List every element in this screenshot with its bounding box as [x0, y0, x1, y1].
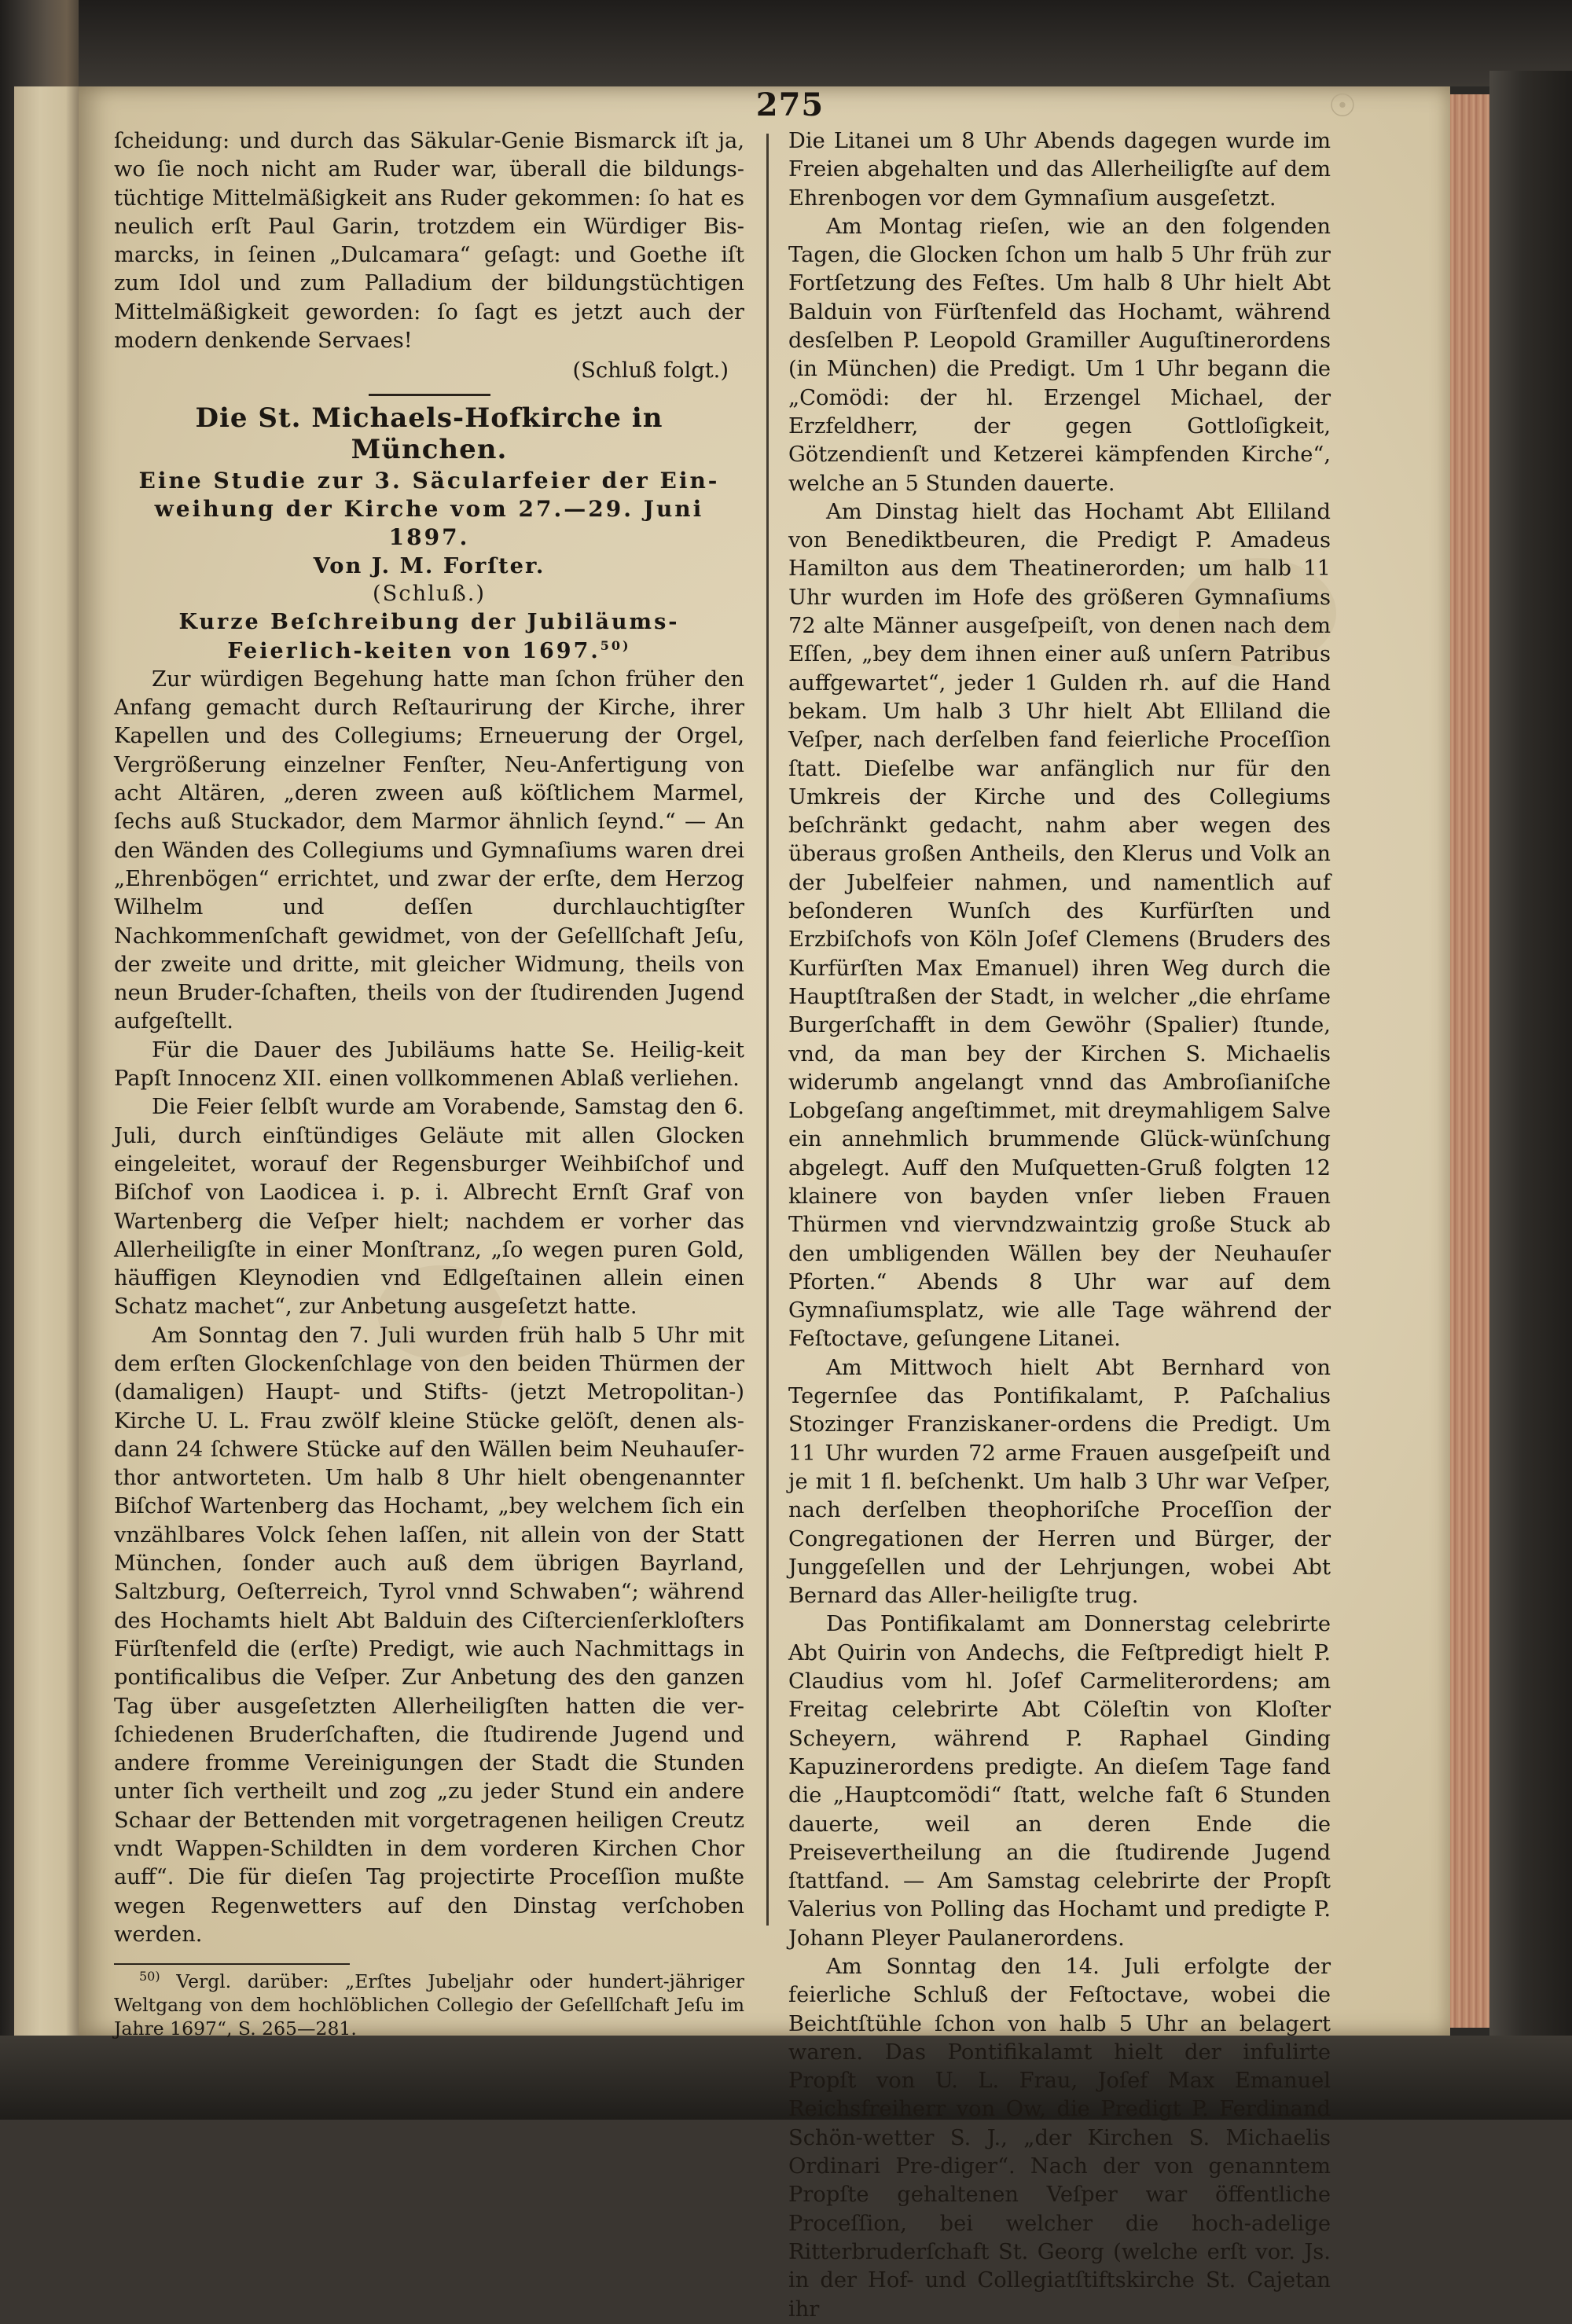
footnote-reference: 50) — [600, 637, 631, 653]
section-heading — [114, 608, 744, 666]
left-column — [114, 127, 744, 2040]
scan-background-bottom — [0, 2036, 1572, 2120]
body-paragraph: Zur würdigen Begehung hatte man ſchon früher den Anfang gemacht durch Reſtaurirung der Kirche, ihrer Kapellen und des Collegiums; Erneuerung der Orgel, Vergrößerung einzelner Fenſter, Neu-Anfertigung von acht Altären, „deren zween auß köſtlichem Marmel, ſechs auß Stuckador, dem Marmor ähnlich ſeynd.“ — An den Wänden des Collegiums und Gymnaſiums waren drei „Ehrenbögen“ errichtet, und zwar der erſte, dem Herzog Wilhelm und deſſen durchlauchtigſter Nachkommenſchaft gewidmet, von der Geſellſchaft Jeſu, der zweite und dritte, mit gleicher Widmung, theils von neun Bruder-ſchaften, theils von der ſtudirenden Jugend aufgeſtellt. — [114, 666, 744, 1034]
book-fore-edge — [1450, 94, 1489, 2028]
article-title: Die St. Michaels-Hofkirche in München. — [195, 402, 663, 465]
corner-mark-icon: ☉ — [1328, 88, 1357, 124]
body-paragraph: Am Sonntag den 7. Juli wurden früh halb 5 Uhr mit dem erſten Glockenſchlage von den beiden Thürmen der (damaligen) Haupt- und Stifts- (jetzt Metropolitan-) Kirche U. L. Frau zwölf kleine Stücke gelöſt, denen als-dann 24 ſchwere Stücke auf den Wällen beim Neuhauſer-thor antworteten. Um halb 8 Uhr hielt obengenannter Biſchof Wartenberg das Hochamt, „bey welchem ſich ein vnzählbares Volck ſehen laſſen, nit allein von der Statt München, ſonder auch auß dem übrigen Bayrland, Saltzburg, Oeſterreich, Tyrol vnnd Schwaben“; während des Hochamts hielt Abt Balduin des Ciſtercienſerkloſters Fürſtenfeld die (erſte) Predigt, wie auch Nachmittags in pontificalibus die Veſper. Zur Anbetung des den ganzen Tag über ausgeſetzten Allerheiligſten hatten die ver-ſchiedenen Bruderſchaften, die ſtudirende Jugend und andere fromme Vereinigungen der Stadt die Stunden unter ſich vertheilt und zog „zu jeder Stund ein andere Schaar der Bettenden mit vorgetragenen heiligen Creutz vndt Wappen-Schildten in dem vorderen Kirchen Chor auff“. Die für dieſen Tag projectirte Proceſſion mußte wegen Regenwetters auf den Dinstag verſchoben werden. — [114, 1323, 744, 1947]
title-separator-rule — [369, 394, 490, 396]
article-subtitle: Eine Studie zur 3. Säcularfeier der Ein-weihung der Kirche vom 27.—29. Juni 1897. — [138, 467, 720, 550]
to-be-continued-note: (Schluß folgt.) — [572, 358, 729, 384]
book-cover-right — [1489, 71, 1572, 2067]
body-paragraph: Am Mittwoch hielt Abt Bernhard von Tegernſee das Pontifikalamt, P. Paſchalius Stozinger Franziskaner-ordens die Predigt. Um 11 Uhr wurden 72 arme Frauen ausgeſpeiſt und je mit 1 fl. beſchenkt. Um halb 3 Uhr war Veſper, nach derſelben theophoriſche Proceſſion der Congregationen der Herren und Bürger, der Junggeſellen und der Lehrjungen, wobei Abt Bernard das Aller-heiligſte trug. — [788, 1355, 1331, 1609]
column-divider — [766, 134, 769, 1926]
article-part-label: (Schluß.) — [372, 581, 487, 606]
footnote — [114, 1970, 744, 2040]
body-paragraph: Das Pontifikalamt am Donnerstag celebrirte Abt Quirin von Andechs, die Feſtpredigt hielt P. Claudius vom hl. Joſef Carmeliterordens; am Freitag celebrirte Abt Cöleſtin von Kloſter Scheyern, während P. Raphael Ginding Kapuzinerordens predigte. An dieſem Tage fand die „Hauptcomödi“ ſtatt, welche faſt 6 Stunden dauerte, weil an deren Ende die Preisevertheilung an die ſtudirende Jugend ſtattfand. — Am Samstag celebrirte der Propſt Valerius von Polling das Hochamt und predigte P. Johann Pleyer Paulanerordens. — [788, 1612, 1331, 1951]
right-column — [788, 127, 1331, 2324]
footnote-text: Vergl. darüber: „Erſtes Jubeljahr oder hundert-jähriger Weltgang von dem hochlöblichen Collegio der Geſellſchaft Jeſu im Jahre 1697“, S. 265—281. — [114, 1970, 744, 2040]
body-paragraph: Die Feier ſelbſt wurde am Vorabende, Samstag den 6. Juli, durch einſtündiges Geläute mit allen Glocken eingeleitet, worauf der Regensburger Weihbiſchof und Biſchof von Laodicea i. p. i. Albrecht Ernſt Graf von Wartenberg die Veſper hielt; nachdem er vorher das Allerheiligſte in einer Monſtranz, „ſo wegen puren Gold, häuffigen Kleynodien vnd Edlgeſtainen allein einen Schatz machet“, zur Anbetung ausgeſetzt hatte. — [114, 1095, 744, 1320]
footnote-marker: 50) — [139, 1969, 160, 1984]
footnote-rule — [114, 1963, 350, 1965]
left-column-continuation: ſcheidung: und durch das Säkular-Genie Bismarck iſt ja, wo ſie noch nicht am Ruder war, überall die bildungs-tüchtige Mittelmäßigkeit ans Ruder gekommen: ſo hat es neulich erſt Paul Garin, trotzdem ein Würdiger Bis-marcks, in ſeinen „Dulcamara“ geſagt: und Goethe iſt zum Idol und zum Palladium der bildungstüchtigen Mittelmäßigkeit geworden: ſo ſagt es jetzt auch der modern denkende Servaes! — [114, 129, 744, 354]
section-heading-text: Kurze Beſchreibung der Jubiläums-Feierlich-keiten von 1697. — [178, 610, 680, 663]
body-paragraph: Am Montag rieſen, wie an den folgenden Tagen, die Glocken ſchon um halb 5 Uhr früh zur Fortſetzung des Feſtes. Um halb 8 Uhr hielt Abt Balduin von Fürſtenfeld das Hochamt, während desſelben P. Leopold Gramiller Auguſtinerordens (in München) die Predigt. Um 1 Uhr begann die „Comödi: der hl. Erzengel Michael, der Erzfeldherr, der gegen Gottloſigkeit, Götzendienſt und Ketzerei kämpfenden Kirche“, welche an 5 Stunden dauerte. — [788, 214, 1331, 496]
article-author: Von J. M. Forſter. — [313, 553, 545, 578]
facing-page-strip — [14, 86, 79, 2036]
page-number: 275 — [755, 86, 825, 123]
body-paragraph: Für die Dauer des Jubiläums hatte Se. Heilig-keit Papſt Innocenz XII. einen vollkommenen Ablaß verliehen. — [114, 1037, 744, 1092]
right-column-continuation: Die Litanei um 8 Uhr Abends dagegen wurde im Freien abgehalten und das Allerheiligſte auf dem Ehrenbogen vor dem Gymnaſium ausgeſetzt. — [788, 129, 1331, 211]
body-paragraph: Am Dinstag hielt das Hochamt Abt Elliland von Benediktbeuren, die Predigt P. Amadeus Hamilton aus dem Theatinerorden; um halb 11 Uhr wurden im Hofe des größeren Gymnaſiums 72 alte Männer ausgeſpeiſt, von denen nach dem Eſſen, „bey dem ihnen einer auß unſern Patribus auffgewartet“, jeder 1 Gulden rh. auf die Hand bekam. Um halb 3 Uhr hielt Abt Elliland die Veſper, nach derſelben fand feierliche Proceſſion ſtatt. Dieſelbe war anfänglich nur für den Umkreis der Kirche und des Collegiums beſchränkt gedacht, nahm aber wegen des überaus großen Antheils, den Klerus und Volk an der Jubelfeier nahmen, und namentlich auf beſonderen Wunſch des Kurfürſten und Erzbiſchofs von Köln Joſef Clemens (Bruders des Kurfürſten Max Emanuel) ihren Weg durch die Hauptſtraßen der Stadt, in welcher „die ehrſame Burgerſchafft in dem Gewöhr (Spalier) ſtunde, vnd, da man bey der Kirchen S. Michaelis widerumb angelangt vnnd das Ambroſianiſche Lobgeſang angeſtimmet, mit dreymahligem Salve ein annehmlich brummende Glück-wünſchung abgelegt. Auff den Muſquetten-Gruß folgten 12 klainere von bayden vnſer lieben Frauen Thürmen vnd viervndzwaintzig große Stuck ab den umbligenden Wällen bey der Neuhauſer Pforten.“ Abends 8 Uhr war auf dem Gymnaſiumsplatz, wie alle Tage während der Feſtoctave, geſungene Litanei. — [788, 499, 1331, 1352]
body-paragraph: Am Sonntag den 14. Juli erfolgte der feierliche Schluß der Feſtoctave, wobei die Beichtſtühle ſchon von halb 5 Uhr an belagert waren. Das Pontifikalamt hielt der infulirte Propſt von U. L. Frau, Joſef Max Emanuel Reichsfreiherr von Ow, die Predigt P. Ferdinand Schön-wetter S. J., „der Kirchen S. Michaelis Ordinari Pre-diger“. Nach der von genanntem Propſte gehaltenen Veſper war öffentliche Proceſſion, bei welcher die hoch-adelige Ritterbruderſchaft St. Georg (welche erſt vor. Js. in der Hof- und Collegiatſtiftskirche St. Cajetan ihr — [788, 1955, 1331, 2322]
scan-background-top — [0, 0, 1572, 86]
